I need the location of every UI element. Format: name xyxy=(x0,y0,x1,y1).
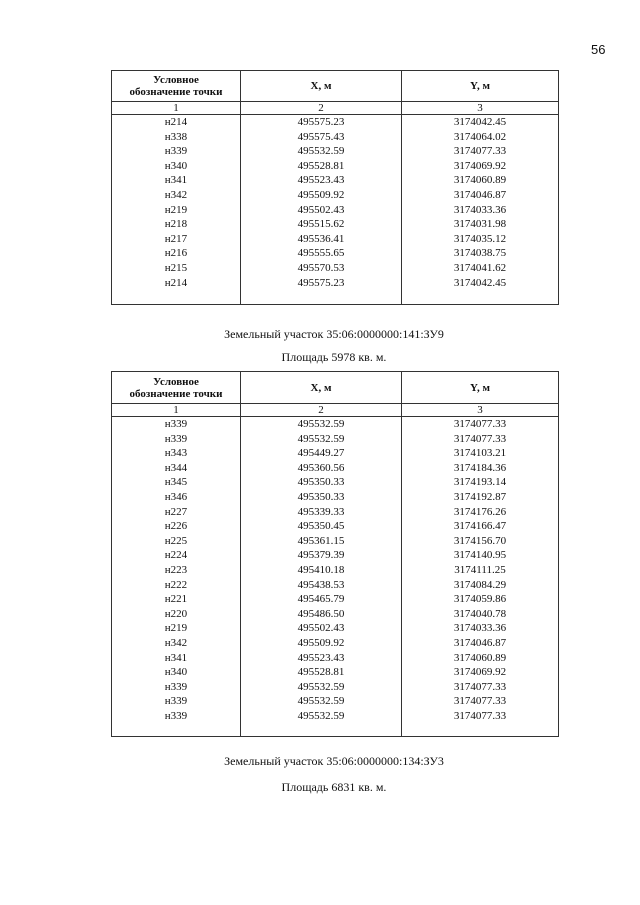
header-point-designation xyxy=(112,372,241,404)
x-coordinate-cell: 495575.23 xyxy=(241,276,402,291)
y-coordinate-cell: 3174069.92 xyxy=(402,159,559,174)
point-id-cell: н341 xyxy=(112,651,241,666)
coordinates-table-1 xyxy=(111,70,559,305)
point-id-cell: н339 xyxy=(112,680,241,695)
point-id-cell: н224 xyxy=(112,548,241,563)
point-id-cell: н227 xyxy=(112,505,241,520)
table-row xyxy=(112,578,559,593)
empty-cell xyxy=(112,290,241,305)
table-row xyxy=(112,680,559,695)
y-coordinate-cell: 3174033.36 xyxy=(402,621,559,636)
empty-cell xyxy=(402,723,559,737)
table-row xyxy=(112,159,559,174)
table-row xyxy=(112,261,559,276)
x-coordinate-cell: 495379.39 xyxy=(241,548,402,563)
table-row xyxy=(112,417,559,432)
header-point-line-1: Условное xyxy=(153,375,199,388)
x-coordinate-cell: 495523.43 xyxy=(241,651,402,666)
y-coordinate-cell: 3174060.89 xyxy=(402,651,559,666)
parcel-caption-1: Земельный участок 35:06:0000000:141:ЗУ9 xyxy=(224,327,444,341)
coordinates-table-2 xyxy=(111,371,559,737)
point-id-cell: н341 xyxy=(112,173,241,188)
header-x: X, м xyxy=(241,372,402,404)
table-row xyxy=(112,217,559,232)
point-id-cell: н225 xyxy=(112,534,241,549)
x-coordinate-cell: 495509.92 xyxy=(241,188,402,203)
y-coordinate-cell: 3174192.87 xyxy=(402,490,559,505)
y-coordinate-cell: 3174069.92 xyxy=(402,665,559,680)
table-row xyxy=(112,446,559,461)
table-row xyxy=(112,709,559,724)
y-coordinate-cell: 3174059.86 xyxy=(402,592,559,607)
area-caption-1: Площадь 5978 кв. м. xyxy=(281,350,387,364)
point-id-cell: н340 xyxy=(112,159,241,174)
point-id-cell: н339 xyxy=(112,694,241,709)
y-coordinate-cell: 3174077.33 xyxy=(402,144,559,159)
table-end-row xyxy=(112,290,559,305)
y-coordinate-cell: 3174033.36 xyxy=(402,203,559,218)
table-row xyxy=(112,115,559,130)
x-coordinate-cell: 495515.62 xyxy=(241,217,402,232)
y-coordinate-cell: 3174111.25 xyxy=(402,563,559,578)
y-coordinate-cell: 3174042.45 xyxy=(402,276,559,291)
x-coordinate-cell: 495528.81 xyxy=(241,665,402,680)
column-number-row xyxy=(112,102,559,115)
header-point-line-2: обозначение точки xyxy=(129,387,223,400)
table-row xyxy=(112,203,559,218)
x-coordinate-cell: 495361.15 xyxy=(241,534,402,549)
column-number-3: 3 xyxy=(402,404,559,417)
table-header-row xyxy=(112,372,559,404)
table-row xyxy=(112,432,559,447)
point-id-cell: н342 xyxy=(112,188,241,203)
table-row xyxy=(112,173,559,188)
table-body xyxy=(112,404,559,737)
header-point-line-1: Условное xyxy=(153,74,199,86)
table-row xyxy=(112,592,559,607)
point-id-cell: н338 xyxy=(112,130,241,145)
table-row xyxy=(112,188,559,203)
y-coordinate-cell: 3174103.21 xyxy=(402,446,559,461)
table-body xyxy=(112,102,559,305)
column-number-row xyxy=(112,404,559,417)
table-row xyxy=(112,534,559,549)
point-id-cell: н343 xyxy=(112,446,241,461)
x-coordinate-cell: 495575.23 xyxy=(241,115,402,130)
x-coordinate-cell: 495528.81 xyxy=(241,159,402,174)
x-coordinate-cell: 495502.43 xyxy=(241,203,402,218)
y-coordinate-cell: 3174077.33 xyxy=(402,432,559,447)
column-number-3: 3 xyxy=(402,102,559,115)
x-coordinate-cell: 495523.43 xyxy=(241,173,402,188)
header-y: Y, м xyxy=(402,372,559,404)
y-coordinate-cell: 3174046.87 xyxy=(402,636,559,651)
x-coordinate-cell: 495532.59 xyxy=(241,144,402,159)
y-coordinate-cell: 3174046.87 xyxy=(402,188,559,203)
table-row xyxy=(112,144,559,159)
point-id-cell: н222 xyxy=(112,578,241,593)
y-coordinate-cell: 3174035.12 xyxy=(402,232,559,247)
table-row xyxy=(112,232,559,247)
table-end-row xyxy=(112,723,559,737)
y-coordinate-cell: 3174077.33 xyxy=(402,694,559,709)
point-id-cell: н219 xyxy=(112,203,241,218)
page-number: 56 xyxy=(591,42,606,57)
table-row xyxy=(112,651,559,666)
y-coordinate-cell: 3174166.47 xyxy=(402,519,559,534)
point-id-cell: н226 xyxy=(112,519,241,534)
y-coordinate-cell: 3174031.98 xyxy=(402,217,559,232)
table-row xyxy=(112,276,559,291)
empty-cell xyxy=(112,723,241,737)
header-x: X, м xyxy=(241,71,402,102)
y-coordinate-cell: 3174060.89 xyxy=(402,173,559,188)
header-y: Y, м xyxy=(402,71,559,102)
x-coordinate-cell: 495575.43 xyxy=(241,130,402,145)
x-coordinate-cell: 495449.27 xyxy=(241,446,402,461)
x-coordinate-cell: 495532.59 xyxy=(241,432,402,447)
table-row xyxy=(112,130,559,145)
x-coordinate-cell: 495350.45 xyxy=(241,519,402,534)
point-id-cell: н342 xyxy=(112,636,241,651)
empty-cell xyxy=(241,723,402,737)
point-id-cell: н346 xyxy=(112,490,241,505)
point-id-cell: н223 xyxy=(112,563,241,578)
table-row xyxy=(112,475,559,490)
point-id-cell: н339 xyxy=(112,709,241,724)
table-row xyxy=(112,563,559,578)
point-id-cell: н214 xyxy=(112,276,241,291)
table-row xyxy=(112,519,559,534)
table-row xyxy=(112,621,559,636)
x-coordinate-cell: 495465.79 xyxy=(241,592,402,607)
point-id-cell: н221 xyxy=(112,592,241,607)
x-coordinate-cell: 495438.53 xyxy=(241,578,402,593)
x-coordinate-cell: 495350.33 xyxy=(241,475,402,490)
y-coordinate-cell: 3174064.02 xyxy=(402,130,559,145)
point-id-cell: н344 xyxy=(112,461,241,476)
column-number-1: 1 xyxy=(112,404,241,417)
x-coordinate-cell: 495532.59 xyxy=(241,694,402,709)
x-coordinate-cell: 495339.33 xyxy=(241,505,402,520)
table-row xyxy=(112,246,559,261)
y-coordinate-cell: 3174184.36 xyxy=(402,461,559,476)
y-coordinate-cell: 3174038.75 xyxy=(402,246,559,261)
y-coordinate-cell: 3174084.29 xyxy=(402,578,559,593)
point-id-cell: н340 xyxy=(112,665,241,680)
column-number-2: 2 xyxy=(241,102,402,115)
point-id-cell: н218 xyxy=(112,217,241,232)
point-id-cell: н345 xyxy=(112,475,241,490)
column-number-1: 1 xyxy=(112,102,241,115)
x-coordinate-cell: 495486.50 xyxy=(241,607,402,622)
point-id-cell: н215 xyxy=(112,261,241,276)
point-id-cell: н339 xyxy=(112,417,241,432)
y-coordinate-cell: 3174040.78 xyxy=(402,607,559,622)
table-row xyxy=(112,607,559,622)
table-row xyxy=(112,694,559,709)
x-coordinate-cell: 495502.43 xyxy=(241,621,402,636)
point-id-cell: н217 xyxy=(112,232,241,247)
y-coordinate-cell: 3174042.45 xyxy=(402,115,559,130)
column-number-2: 2 xyxy=(241,404,402,417)
table-header-row xyxy=(112,71,559,102)
empty-cell xyxy=(241,290,402,305)
x-coordinate-cell: 495509.92 xyxy=(241,636,402,651)
point-id-cell: н339 xyxy=(112,432,241,447)
parcel-caption-2: Земельный участок 35:06:0000000:134:ЗУ3 xyxy=(224,754,444,768)
header-point-line-2: обозначение точки xyxy=(129,86,223,98)
y-coordinate-cell: 3174140.95 xyxy=(402,548,559,563)
table-row xyxy=(112,505,559,520)
x-coordinate-cell: 495350.33 xyxy=(241,490,402,505)
header-point-designation xyxy=(112,71,241,102)
x-coordinate-cell: 495532.59 xyxy=(241,417,402,432)
point-id-cell: н219 xyxy=(112,621,241,636)
point-id-cell: н339 xyxy=(112,144,241,159)
empty-cell xyxy=(402,290,559,305)
y-coordinate-cell: 3174041.62 xyxy=(402,261,559,276)
x-coordinate-cell: 495410.18 xyxy=(241,563,402,578)
table-row xyxy=(112,548,559,563)
point-id-cell: н214 xyxy=(112,115,241,130)
table-row xyxy=(112,636,559,651)
x-coordinate-cell: 495555.65 xyxy=(241,246,402,261)
y-coordinate-cell: 3174077.33 xyxy=(402,709,559,724)
point-id-cell: н220 xyxy=(112,607,241,622)
x-coordinate-cell: 495570.53 xyxy=(241,261,402,276)
x-coordinate-cell: 495360.56 xyxy=(241,461,402,476)
x-coordinate-cell: 495536.41 xyxy=(241,232,402,247)
y-coordinate-cell: 3174156.70 xyxy=(402,534,559,549)
point-id-cell: н216 xyxy=(112,246,241,261)
area-caption-2: Площадь 6831 кв. м. xyxy=(281,780,387,794)
table-row xyxy=(112,461,559,476)
y-coordinate-cell: 3174077.33 xyxy=(402,680,559,695)
y-coordinate-cell: 3174077.33 xyxy=(402,417,559,432)
y-coordinate-cell: 3174193.14 xyxy=(402,475,559,490)
y-coordinate-cell: 3174176.26 xyxy=(402,505,559,520)
x-coordinate-cell: 495532.59 xyxy=(241,680,402,695)
table-row xyxy=(112,665,559,680)
table-row xyxy=(112,490,559,505)
x-coordinate-cell: 495532.59 xyxy=(241,709,402,724)
